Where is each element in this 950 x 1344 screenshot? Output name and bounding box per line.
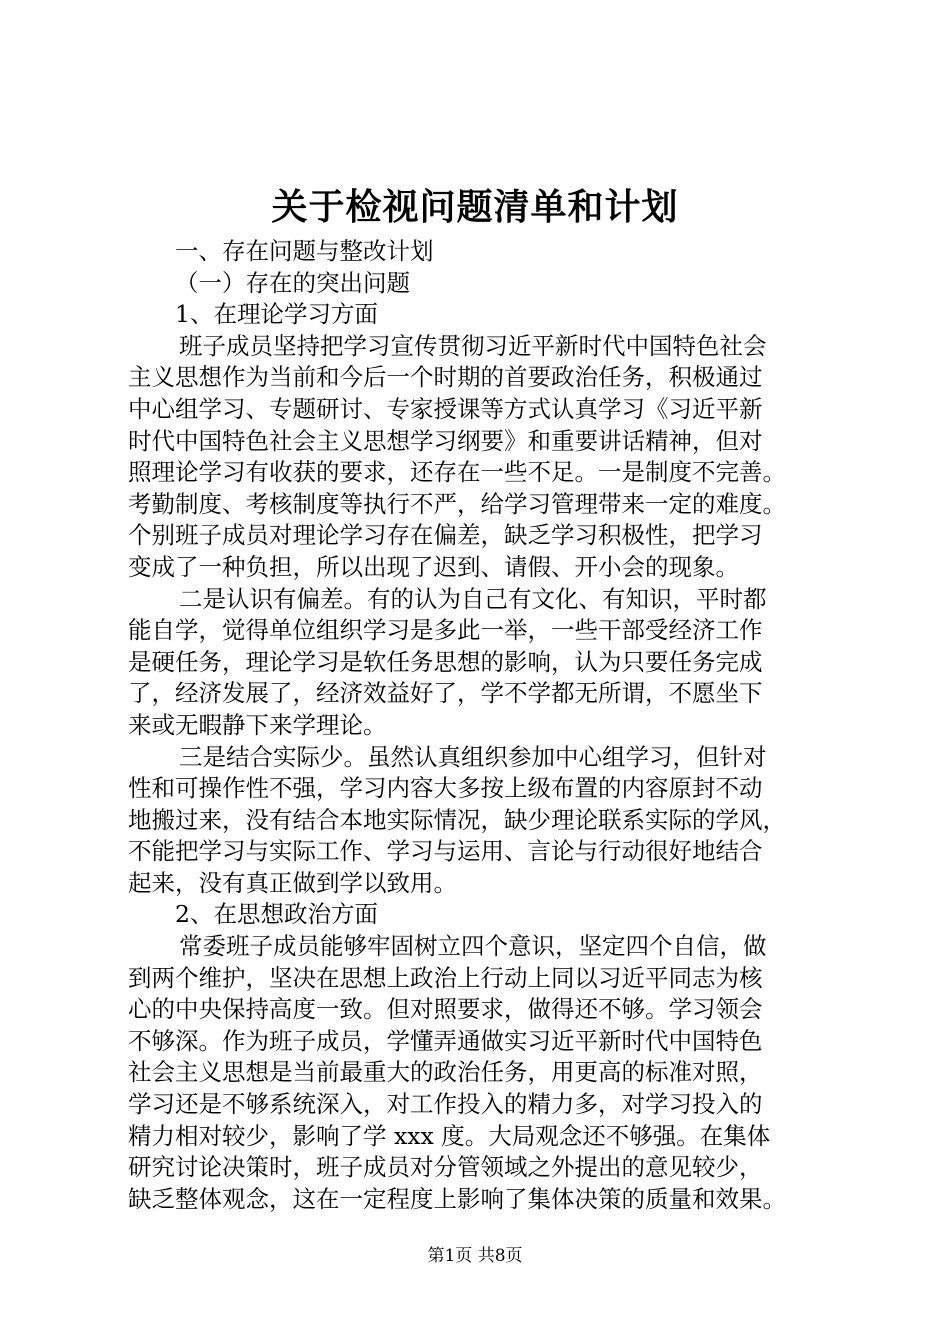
text-line: 来或无暇静下来学理论。 xyxy=(128,710,387,739)
page-footer: 第1页 共8页 xyxy=(427,1246,523,1266)
text-line: 班子成员坚持把学习宣传贯彻习近平新时代中国特色社会 xyxy=(179,331,767,360)
text-line: 社会主义思想是当前最重大的政治任务，用更高的标准对照， xyxy=(128,1058,763,1087)
text-line: 学习还是不够系统深入，对工作投入的精力多，对学习投入的 xyxy=(128,1090,763,1119)
text-line: 主义思想作为当前和今后一个时期的首要政治任务，积极通过 xyxy=(128,363,763,392)
text-line: 性和可操作性不强，学习内容大多按上级布置的内容原封不动 xyxy=(128,774,763,803)
document-title: 关于检视问题清单和计划 xyxy=(271,186,679,228)
text-line: 了，经济发展了，经济效益好了，学不学都无所谓，不愿坐下 xyxy=(128,679,763,708)
text-line: 时代中国特色社会主义思想学习纲要》和重要讲话精神，但对 xyxy=(128,426,763,455)
text-line: 能自学，觉得单位组织学习是多此一举，一些干部受经济工作 xyxy=(128,616,763,645)
document-body xyxy=(128,236,833,1215)
text-line: 研究讨论决策时，班子成员对分管领域之外提出的意见较少， xyxy=(128,1153,763,1182)
text-line: 2、在思想政治方面 xyxy=(175,900,378,929)
text-line: 个别班子成员对理论学习存在偏差，缺乏学习积极性，把学习 xyxy=(128,521,763,550)
text-line: 1、在理论学习方面 xyxy=(175,300,378,329)
text-line: 缺乏整体观念，这在一定程度上影响了集体决策的质量和效果。 xyxy=(128,1184,786,1213)
text-line: 中心组学习、专题研讨、专家授课等方式认真学习《习近平新 xyxy=(128,394,763,423)
text-line: 三是结合实际少。虽然认真组织参加中心组学习，但针对 xyxy=(179,742,767,771)
text-line: 照理论学习有收获的要求，还存在一些不足。一是制度不完善。 xyxy=(128,458,786,487)
text-line: 考勤制度、考核制度等执行不严，给学习管理带来一定的难度。 xyxy=(128,489,786,518)
text-line: 精力相对较少，影响了学 xxx 度。大局观念还不够强。在集体 xyxy=(128,1121,771,1150)
text-line: 变成了一种负担，所以出现了迟到、请假、开小会的现象。 xyxy=(128,552,739,581)
text-line: 起来，没有真正做到学以致用。 xyxy=(128,868,457,897)
text-line: 二是认识有偏差。有的认为自己有文化、有知识，平时都 xyxy=(179,584,767,613)
text-line: 是硬任务，理论学习是软任务思想的影响，认为只要任务完成 xyxy=(128,647,763,676)
text-line: （一）存在的突出问题 xyxy=(175,268,410,297)
text-line: 地搬过来，没有结合本地实际情况，缺少理论联系实际的学风， xyxy=(128,805,786,834)
text-line: 常委班子成员能够牢固树立四个意识，坚定四个自信，做 xyxy=(179,932,767,961)
text-line: 心的中央保持高度一致。但对照要求，做得还不够。学习领会 xyxy=(128,995,763,1024)
text-line: 不能把学习与实际工作、学习与运用、言论与行动很好地结合 xyxy=(128,837,763,866)
text-line: 不够深。作为班子成员，学懂弄通做实习近平新时代中国特色 xyxy=(128,1026,763,1055)
text-line: 到两个维护，坚决在思想上政治上行动上同以习近平同志为核 xyxy=(128,963,763,992)
text-line: 一、存在问题与整改计划 xyxy=(175,237,434,265)
